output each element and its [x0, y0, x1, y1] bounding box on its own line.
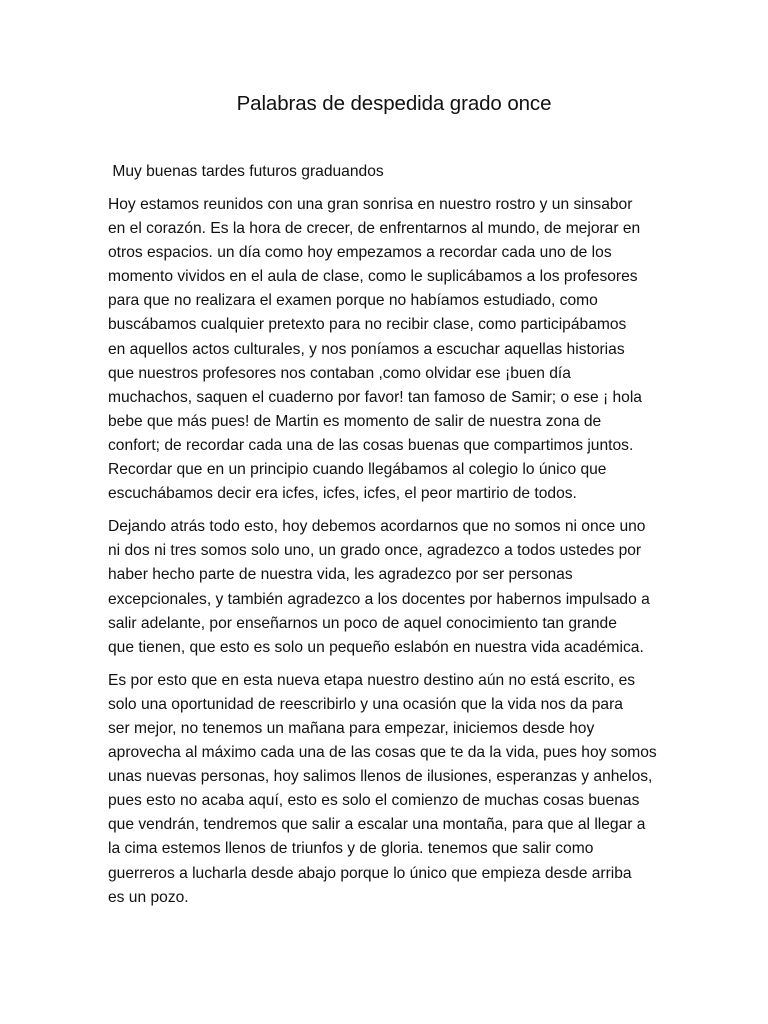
text-line: guerreros a lucharla desde abajo porque lo único que empieza desde arriba	[108, 864, 632, 882]
text-line: muchachos, saquen el cuaderno por favor! tan famoso de Samir; o ese ¡ hola	[108, 388, 642, 406]
text-line: aprovecha al máximo cada una de las cosas que te da la vida, pues hoy somos	[108, 744, 657, 762]
document-body	[108, 193, 668, 910]
text-line: otros espacios. un día como hoy empezamos a recordar cada uno de los	[108, 244, 612, 262]
text-line: Hoy estamos reunidos con una gran sonrisa en nuestro rostro y un sinsabor	[108, 196, 633, 213]
document-title: Palabras de despedida grado once	[236, 92, 552, 115]
text-line: es un pozo.	[108, 888, 189, 906]
text-line: que nuestros profesores nos contaban ,como olvidar ese ¡buen día	[108, 364, 571, 382]
text-line: solo una oportunidad de reescribirlo y una ocasión que la vida nos da para	[108, 695, 623, 713]
text-line: pues esto no acaba aquí, esto es solo el comienzo de muchas cosas buenas	[108, 792, 640, 810]
text-line: Recordar que en un principio cuando llegábamos al colegio lo único que	[108, 461, 607, 479]
paragraph-2	[108, 515, 668, 660]
text-line: escuchábamos decir era icfes, icfes, icfes, el peor martirio de todos.	[108, 485, 577, 503]
text-line: bebe que más pues! de Martin es momento de salir de nuestra zona de	[108, 412, 602, 430]
text-line: ser mejor, no tenemos un mañana para empezar, iniciemos desde hoy	[108, 719, 595, 737]
text-line: buscábamos cualquier pretexto para no recibir clase, como participábamos	[108, 316, 627, 334]
text-line: Es por esto que en esta nueva etapa nuestro destino aún no está escrito, es	[108, 671, 636, 689]
text-line: confort; de recordar cada una de las cosas buenas que compartimos juntos.	[108, 436, 634, 454]
text-line: en el corazón. Es la hora de crecer, de enfrentarnos al mundo, de mejorar en	[108, 220, 641, 238]
text-line: para que no realizara el examen porque no habíamos estudiado, como	[108, 292, 598, 310]
text-line: haber hecho parte de nuestra vida, les agradezco por ser personas	[108, 566, 573, 584]
text-line: Dejando atrás todo esto, hoy debemos acordarnos que no somos ni once uno	[108, 518, 646, 536]
paragraph-3	[108, 669, 668, 910]
text-line: unas nuevas personas, hoy salimos llenos de ilusiones, esperanzas y anhelos,	[108, 768, 653, 786]
text-line: que vendrán, tendremos que salir a escalar una montaña, para que al llegar a	[108, 816, 646, 834]
text-line: que tienen, que esto es solo un pequeño eslabón en nuestra vida académica.	[108, 638, 644, 656]
greeting-line: Muy buenas tardes futuros graduandos	[108, 163, 384, 180]
text-line: momento vividos en el aula de clase, como le suplicábamos a los profesores	[108, 268, 638, 286]
text-line: excepcionales, y también agradezco a los docentes por habernos impulsado a	[108, 590, 650, 608]
text-line: ni dos ni tres somos solo uno, un grado once, agradezco a todos ustedes por	[108, 542, 642, 560]
text-line: en aquellos actos culturales, y nos poníamos a escuchar aquellas historias	[108, 340, 625, 358]
text-line: salir adelante, por enseñarnos un poco de aquel conocimiento tan grande	[108, 614, 617, 632]
paragraph-1	[108, 193, 668, 506]
text-line: la cima estemos llenos de triunfos y de gloria. tenemos que salir como	[108, 840, 594, 858]
